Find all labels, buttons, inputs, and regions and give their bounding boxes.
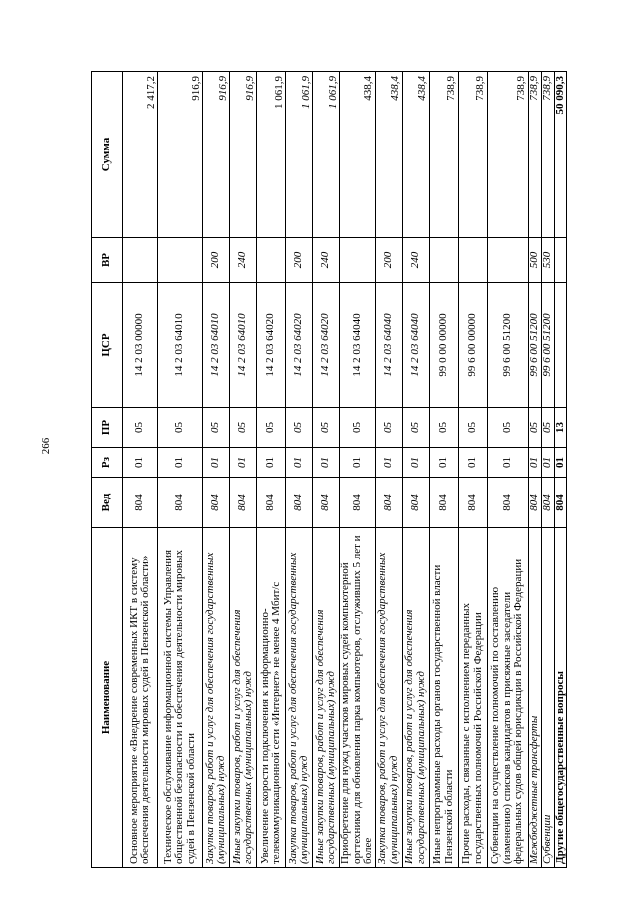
cell-pr: 05 [257, 408, 286, 448]
cell-ved: 804 [340, 478, 376, 528]
cell-sum: 916,9 [158, 72, 203, 238]
cell-csr: 14 2 03 64040 [340, 283, 376, 408]
table-row [429, 72, 458, 868]
cell-name: Закупка товаров, работ и услуг для обеспечения государственных (муниципальных) нужд [203, 528, 230, 868]
cell-name: Субвенции [541, 528, 554, 868]
total-vr [554, 238, 567, 283]
cell-pr: 05 [541, 408, 554, 448]
cell-pr: 05 [158, 408, 203, 448]
cell-pr: 05 [487, 408, 528, 448]
cell-ved: 804 [429, 478, 458, 528]
total-row [554, 72, 567, 868]
header-name: Наименование [92, 528, 123, 868]
cell-pr: 05 [458, 408, 487, 448]
cell-csr: 14 2 03 64010 [203, 283, 230, 408]
table-row [375, 72, 402, 868]
cell-csr: 14 2 03 64040 [375, 283, 402, 408]
cell-vr [257, 238, 286, 283]
rotated-table-container [91, 72, 565, 868]
cell-name: Увеличение скорости подключения к информационно-телекоммуникационной сети «Интернет» не менее 4 Мбит/с [257, 528, 286, 868]
cell-vr: 200 [286, 238, 313, 283]
cell-sum: 738,9 [487, 72, 528, 238]
cell-pr: 05 [230, 408, 257, 448]
total-sum: 50 090,3 [554, 72, 567, 238]
cell-vr [158, 238, 203, 283]
cell-csr: 99 6 00 51200 [541, 283, 554, 408]
cell-rz: 01 [313, 448, 340, 478]
cell-csr: 99 0 00 00000 [429, 283, 458, 408]
cell-rz: 01 [458, 448, 487, 478]
cell-rz: 01 [375, 448, 402, 478]
table-row [158, 72, 203, 868]
table-row [340, 72, 376, 868]
cell-pr: 05 [340, 408, 376, 448]
cell-sum: 438,4 [340, 72, 376, 238]
header-ved: Вед [92, 478, 123, 528]
cell-pr: 05 [375, 408, 402, 448]
cell-rz: 01 [203, 448, 230, 478]
cell-sum: 916,9 [230, 72, 257, 238]
cell-vr: 530 [541, 238, 554, 283]
cell-ved: 804 [257, 478, 286, 528]
cell-ved: 804 [528, 478, 541, 528]
cell-name: Иные закупки товаров, работ и услуг для обеспечения государственных (муниципальных) нужд [230, 528, 257, 868]
cell-vr: 200 [203, 238, 230, 283]
cell-csr: 14 2 03 64010 [158, 283, 203, 408]
cell-rz: 01 [230, 448, 257, 478]
table-row [286, 72, 313, 868]
cell-sum: 2 417,2 [123, 72, 158, 238]
header-vr: ВР [92, 238, 123, 283]
cell-csr: 14 2 03 00000 [123, 283, 158, 408]
cell-ved: 804 [286, 478, 313, 528]
cell-rz: 01 [541, 448, 554, 478]
header-pr: ПР [92, 408, 123, 448]
cell-pr: 05 [123, 408, 158, 448]
cell-rz: 01 [340, 448, 376, 478]
cell-vr: 240 [313, 238, 340, 283]
total-csr [554, 283, 567, 408]
cell-vr: 200 [375, 238, 402, 283]
header-csr: ЦСР [92, 283, 123, 408]
cell-csr: 99 6 00 00000 [458, 283, 487, 408]
cell-ved: 804 [203, 478, 230, 528]
total-pr: 13 [554, 408, 567, 448]
cell-pr: 05 [313, 408, 340, 448]
cell-name: Закупка товаров, работ и услуг для обеспечения государственных (муниципальных) нужд [375, 528, 402, 868]
cell-sum: 1 061,9 [286, 72, 313, 238]
cell-name: Закупка товаров, работ и услуг для обеспечения государственных (муниципальных) нужд [286, 528, 313, 868]
cell-csr: 99 6 00 51200 [528, 283, 541, 408]
cell-vr: 500 [528, 238, 541, 283]
cell-pr: 05 [402, 408, 429, 448]
table-row [123, 72, 158, 868]
cell-pr: 05 [429, 408, 458, 448]
cell-pr: 05 [528, 408, 541, 448]
table-row [203, 72, 230, 868]
cell-rz: 01 [257, 448, 286, 478]
cell-vr [123, 238, 158, 283]
cell-ved: 804 [402, 478, 429, 528]
cell-name: Иные непрограммные расходы органов государственной власти Пензенской области [429, 528, 458, 868]
page-number: 266 [40, 437, 52, 455]
cell-csr: 14 2 03 64010 [230, 283, 257, 408]
cell-ved: 804 [313, 478, 340, 528]
cell-ved: 804 [487, 478, 528, 528]
cell-ved: 804 [458, 478, 487, 528]
cell-name: Межбюджетные трансферты [528, 528, 541, 868]
table-body [123, 72, 555, 868]
cell-csr: 14 2 03 64020 [257, 283, 286, 408]
cell-name: Иные закупки товаров, работ и услуг для обеспечения государственных (муниципальных) нужд [313, 528, 340, 868]
cell-vr [458, 238, 487, 283]
cell-rz: 01 [528, 448, 541, 478]
cell-rz: 01 [123, 448, 158, 478]
table-row [313, 72, 340, 868]
cell-sum: 738,9 [429, 72, 458, 238]
total-rz: 01 [554, 448, 567, 478]
cell-pr: 05 [286, 408, 313, 448]
cell-csr: 14 2 03 64020 [313, 283, 340, 408]
cell-sum: 738,9 [528, 72, 541, 238]
cell-name: Основное мероприятие «Внедрение современных ИКТ в систему обеспечения деятельности мировых судей в Пензенской области» [123, 528, 158, 868]
cell-csr: 99 6 00 51200 [487, 283, 528, 408]
cell-vr [487, 238, 528, 283]
cell-csr: 14 2 03 64020 [286, 283, 313, 408]
cell-rz: 01 [158, 448, 203, 478]
budget-table [91, 71, 567, 868]
header-row [92, 72, 123, 868]
cell-name: Прочие расходы, связанные с исполнением переданных государственных полномочий Российской Федерации [458, 528, 487, 868]
cell-sum: 1 061,9 [257, 72, 286, 238]
header-sum: Сумма [92, 72, 123, 238]
table-row [487, 72, 528, 868]
table-row [458, 72, 487, 868]
cell-name: Иные закупки товаров, работ и услуг для обеспечения государственных (муниципальных) нужд [402, 528, 429, 868]
cell-name: Субвенции на осуществление полномочий по составлению (изменению) списков кандидатов в присяжные заседатели федеральных судов общей юрисдикции в Российской Федерации [487, 528, 528, 868]
cell-sum: 738,9 [541, 72, 554, 238]
cell-vr [340, 238, 376, 283]
cell-ved: 804 [158, 478, 203, 528]
cell-ved: 804 [375, 478, 402, 528]
cell-sum: 438,4 [375, 72, 402, 238]
header-rz: Рз [92, 448, 123, 478]
cell-vr [429, 238, 458, 283]
cell-name: Приобретение для нужд участков мировых судей компьютерной оргтехники для обновления парка компьютеров, отслуживших 5 лет и более [340, 528, 376, 868]
cell-ved: 804 [230, 478, 257, 528]
cell-pr: 05 [203, 408, 230, 448]
cell-rz: 01 [429, 448, 458, 478]
cell-rz: 01 [402, 448, 429, 478]
cell-rz: 01 [286, 448, 313, 478]
table-row [528, 72, 541, 868]
cell-ved: 804 [123, 478, 158, 528]
total-name: Другие общегосударственные вопросы [554, 528, 567, 868]
table-row [230, 72, 257, 868]
cell-ved: 804 [541, 478, 554, 528]
cell-sum: 438,4 [402, 72, 429, 238]
table-row [257, 72, 286, 868]
cell-rz: 01 [487, 448, 528, 478]
cell-vr: 240 [402, 238, 429, 283]
total-ved: 804 [554, 478, 567, 528]
table-row [541, 72, 554, 868]
cell-vr: 240 [230, 238, 257, 283]
cell-csr: 14 2 03 64040 [402, 283, 429, 408]
cell-sum: 1 061,9 [313, 72, 340, 238]
table-row [402, 72, 429, 868]
cell-name: Техническое обслуживание информационной системы Управления общественной безопасности и обеспечения деятельности мировых судей в Пензенской области [158, 528, 203, 868]
cell-sum: 738,9 [458, 72, 487, 238]
cell-sum: 916,9 [203, 72, 230, 238]
